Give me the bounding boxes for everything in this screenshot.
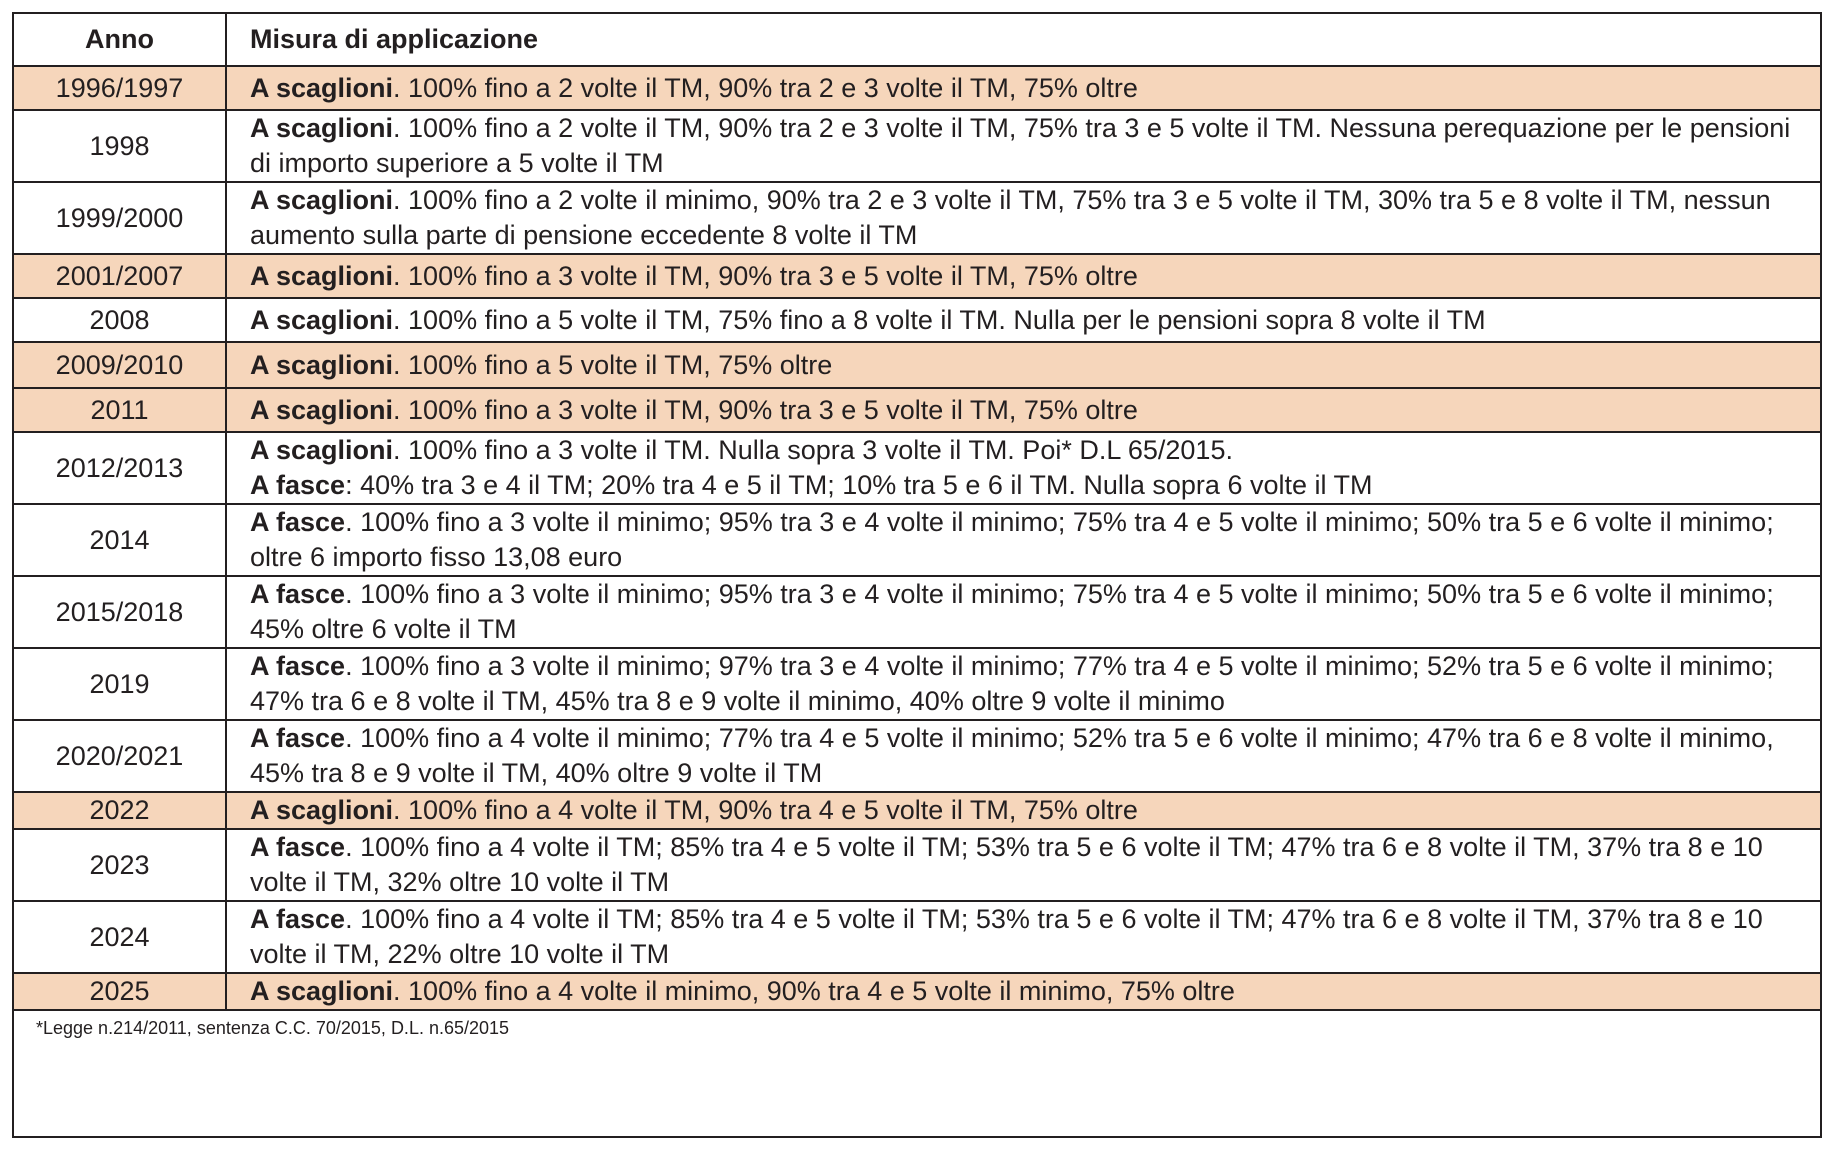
- row-year: 2001/2007: [14, 254, 226, 298]
- measure-line: [250, 902, 1812, 972]
- measure-text: . 100% fino a 2 volte il minimo, 90% tra 2 e 3 volte il TM, 75% tra 3 e 5 volte il TM, 30% tra 5 e 8 volte il TM, nessun aumento sulla parte di pensione eccedente 8 volte il TM: [250, 185, 1771, 250]
- measure-text: . 100% fino a 3 volte il minimo; 97% tra 3 e 4 volte il minimo; 77% tra 4 e 5 volte il minimo; 52% tra 5 e 6 volte il minimo; 47% tra 6 e 8 volte il TM, 45% tra 8 e 9 volte il minimo, 40% oltre 9 volte il minimo: [250, 651, 1774, 716]
- row-measure: [226, 973, 1820, 1010]
- measure-type: A scaglioni: [250, 72, 394, 103]
- measure-text: . 100% fino a 3 volte il minimo; 95% tra 3 e 4 volte il minimo; 75% tra 4 e 5 volte il minimo; 50% tra 5 e 6 volte il minimo; oltre 6 importo fisso 13,08 euro: [250, 507, 1774, 572]
- measure-type: A scaglioni: [250, 304, 394, 335]
- table-row: [14, 110, 1820, 182]
- measure-text: . 100% fino a 4 volte il minimo; 77% tra 4 e 5 volte il minimo; 52% tra 5 e 6 volte il minimo; 47% tra 6 e 8 volte il minimo, 45% tra 8 e 9 volte il TM, 40% oltre 9 volte il TM: [250, 723, 1774, 788]
- table-row: [14, 720, 1820, 792]
- measure-text: . 100% fino a 4 volte il TM, 90% tra 4 e 5 volte il TM, 75% oltre: [393, 795, 1138, 825]
- measure-type: A fasce: [250, 723, 346, 753]
- measure-text: . 100% fino a 3 volte il TM, 90% tra 3 e 5 volte il TM, 75% oltre: [393, 260, 1138, 291]
- row-year: 2022: [14, 792, 226, 829]
- row-year: 1996/1997: [14, 66, 226, 110]
- measure-type: A scaglioni: [250, 185, 394, 215]
- row-measure: [226, 254, 1820, 298]
- row-year: 2024: [14, 901, 226, 973]
- row-year: 2009/2010: [14, 342, 226, 388]
- table-row: [14, 66, 1820, 110]
- table-row: [14, 432, 1820, 504]
- measure-text: . 100% fino a 2 volte il TM, 90% tra 2 e 3 volte il TM, 75% oltre: [393, 72, 1138, 103]
- row-year: 2025: [14, 973, 226, 1010]
- measure-text: . 100% fino a 2 volte il TM, 90% tra 2 e 3 volte il TM, 75% tra 3 e 5 volte il TM. Nessuna perequazione per le pensioni di importo superiore a 5 volte il TM: [250, 113, 1791, 178]
- pension-table-frame: [12, 12, 1822, 1138]
- table-row: [14, 504, 1820, 576]
- table-row: [14, 648, 1820, 720]
- row-year: 2015/2018: [14, 576, 226, 648]
- table-row: [14, 254, 1820, 298]
- measure-line: [250, 393, 1812, 428]
- measure-line: [250, 721, 1812, 791]
- header-measure: Misura di applicazione: [226, 14, 1820, 66]
- measure-line: [250, 505, 1812, 575]
- row-measure: [226, 901, 1820, 973]
- table-row: [14, 182, 1820, 254]
- measure-line: [250, 468, 1812, 503]
- table-row: [14, 973, 1820, 1010]
- row-measure: [226, 504, 1820, 576]
- measure-text: : 40% tra 3 e 4 il TM; 20% tra 4 e 5 il TM; 10% tra 5 e 6 il TM. Nulla sopra 6 volte il TM: [345, 470, 1373, 500]
- row-measure: [226, 298, 1820, 342]
- row-year: 1999/2000: [14, 182, 226, 254]
- measure-line: [250, 793, 1812, 828]
- measure-text: . 100% fino a 4 volte il TM; 85% tra 4 e 5 volte il TM; 53% tra 5 e 6 volte il TM; 47% tra 6 e 8 volte il TM, 37% tra 8 e 10 volte il TM, 32% oltre 10 volte il TM: [250, 832, 1763, 897]
- measure-text: . 100% fino a 4 volte il minimo, 90% tra 4 e 5 volte il minimo, 75% oltre: [393, 976, 1235, 1006]
- row-measure: [226, 720, 1820, 792]
- row-measure: [226, 576, 1820, 648]
- measure-type: A fasce: [250, 507, 346, 537]
- row-year: 2014: [14, 504, 226, 576]
- row-year: 2023: [14, 829, 226, 901]
- row-measure: [226, 829, 1820, 901]
- pension-indexation-table: [14, 14, 1820, 1011]
- measure-line: [250, 577, 1812, 647]
- measure-line: [250, 303, 1812, 338]
- measure-line: [250, 259, 1812, 294]
- table-header-row: [14, 14, 1820, 66]
- measure-type: A scaglioni: [250, 976, 394, 1006]
- measure-type: A fasce: [250, 651, 346, 681]
- row-measure: [226, 110, 1820, 182]
- measure-text: . 100% fino a 3 volte il TM. Nulla sopra 3 volte il TM. Poi* D.L 65/2015.: [393, 435, 1233, 465]
- row-measure: [226, 648, 1820, 720]
- row-year: 2011: [14, 388, 226, 432]
- measure-text: . 100% fino a 3 volte il minimo; 95% tra 3 e 4 volte il minimo; 75% tra 4 e 5 volte il minimo; 50% tra 5 e 6 volte il minimo; 45% oltre 6 volte il TM: [250, 579, 1774, 644]
- row-year: 2019: [14, 648, 226, 720]
- row-year: 2008: [14, 298, 226, 342]
- table-body: [14, 66, 1820, 1010]
- footnote: *Legge n.214/2011, sentenza C.C. 70/2015, D.L. n.65/2015: [36, 1018, 510, 1038]
- row-measure: [226, 792, 1820, 829]
- measure-type: A fasce: [250, 470, 346, 500]
- measure-type: A scaglioni: [250, 260, 394, 291]
- measure-type: A scaglioni: [250, 113, 394, 143]
- table-row: [14, 792, 1820, 829]
- measure-line: [250, 974, 1812, 1009]
- table-row: [14, 576, 1820, 648]
- table-row: [14, 342, 1820, 388]
- row-measure: [226, 342, 1820, 388]
- row-year: 1998: [14, 110, 226, 182]
- table-row: [14, 388, 1820, 432]
- table-row: [14, 901, 1820, 973]
- measure-type: A fasce: [250, 904, 346, 934]
- measure-line: [250, 649, 1812, 719]
- measure-line: [250, 830, 1812, 900]
- measure-line: [250, 111, 1812, 181]
- measure-type: A fasce: [250, 579, 346, 609]
- measure-text: . 100% fino a 5 volte il TM, 75% oltre: [393, 349, 833, 380]
- header-year: Anno: [14, 14, 226, 66]
- table-row: [14, 829, 1820, 901]
- row-measure: [226, 432, 1820, 504]
- measure-text: . 100% fino a 3 volte il TM, 90% tra 3 e 5 volte il TM, 75% oltre: [393, 394, 1138, 425]
- measure-line: [250, 433, 1812, 468]
- row-measure: [226, 182, 1820, 254]
- row-year: 2020/2021: [14, 720, 226, 792]
- measure-line: [250, 183, 1812, 253]
- measure-text: . 100% fino a 4 volte il TM; 85% tra 4 e 5 volte il TM; 53% tra 5 e 6 volte il TM; 47% tra 6 e 8 volte il TM, 37% tra 8 e 10 volte il TM, 22% oltre 10 volte il TM: [250, 904, 1763, 969]
- row-measure: [226, 388, 1820, 432]
- row-measure: [226, 66, 1820, 110]
- measure-type: A fasce: [250, 832, 346, 862]
- row-year: 2012/2013: [14, 432, 226, 504]
- measure-type: A scaglioni: [250, 394, 394, 425]
- measure-type: A scaglioni: [250, 435, 394, 465]
- measure-line: [250, 348, 1812, 383]
- measure-text: . 100% fino a 5 volte il TM, 75% fino a 8 volte il TM. Nulla per le pensioni sopra 8 volte il TM: [393, 304, 1486, 335]
- measure-line: [250, 71, 1812, 106]
- measure-type: A scaglioni: [250, 795, 394, 825]
- table-row: [14, 298, 1820, 342]
- measure-type: A scaglioni: [250, 349, 394, 380]
